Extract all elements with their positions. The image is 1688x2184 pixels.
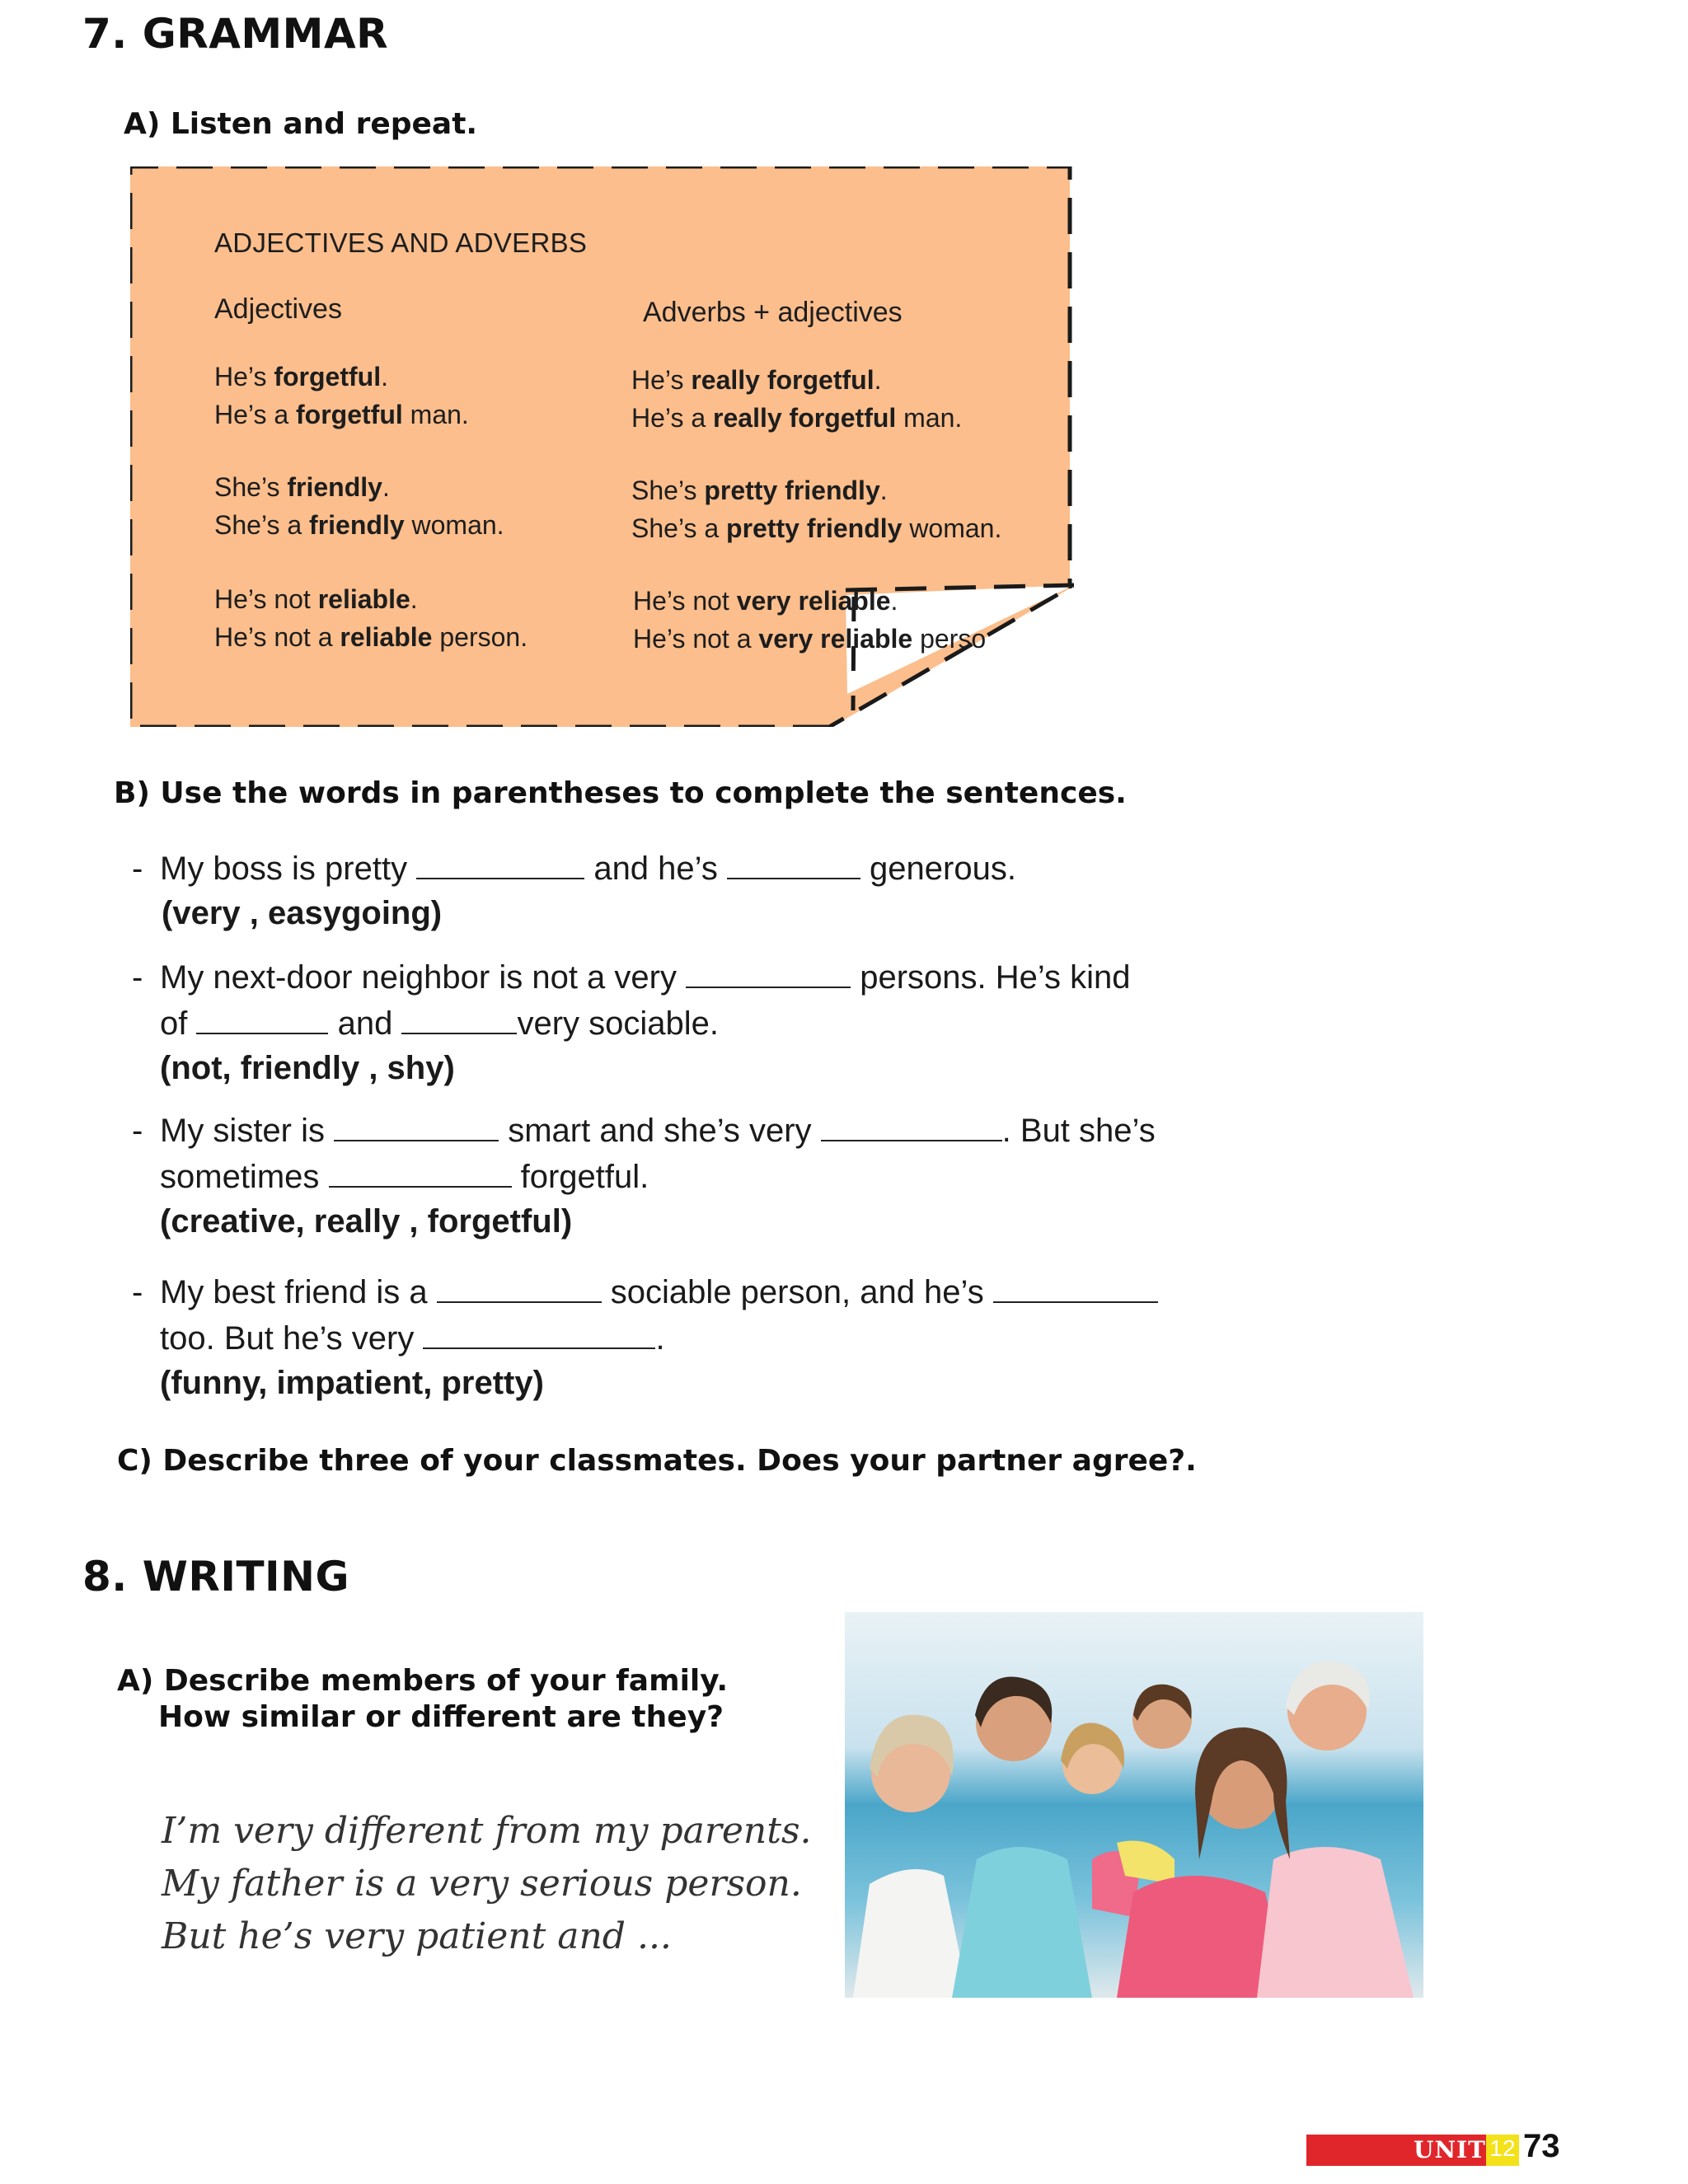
exercise-item-1: - My boss is pretty and he’s generous. (very , easygoing) — [132, 845, 1016, 935]
exercise-item-3: - My sister is smart and she’s very . But she’s sometimes forgetful. (creative, really , forgetful) — [132, 1107, 1156, 1244]
writing-sample — [162, 1805, 812, 1963]
exercise-item-2: - My next-door neighbor is not a very persons. He’s kind of and very sociable. (not, friendly , shy) — [132, 954, 1131, 1090]
family-photo — [845, 1612, 1423, 1998]
grammar-box-title: ADJECTIVES AND ADVERBS — [214, 227, 588, 258]
page-number: 73 — [1523, 2128, 1560, 2164]
unit-label: UNIT — [1414, 2136, 1486, 2163]
example-adverb-1: He’s really forgetful. He’s a really forgetful man. — [631, 365, 963, 433]
section-title-writing: 8. WRITING — [82, 1553, 350, 1601]
answer-blank[interactable] — [821, 1107, 1002, 1141]
example-adjective-3: He’s not reliable. He’s not a reliable person. — [214, 584, 528, 652]
part-c-heading: C) Describe three of your classmates. Does your partner agree?. — [117, 1444, 1197, 1478]
writing-part-a-heading: A) Describe members of your family. How similar or different are they? — [117, 1664, 729, 1734]
example-adverb-3: He’s not very reliable. He’s not a very reliable perso — [633, 586, 987, 654]
unit-number: 12 — [1489, 2135, 1516, 2161]
example-adverb-2: She’s pretty friendly. She’s a pretty friendly woman. — [631, 476, 1002, 543]
word-hint: (very , easygoing) — [162, 895, 443, 931]
answer-blank[interactable] — [993, 1268, 1158, 1303]
part-b-heading: B) Use the words in parentheses to complete the sentences. — [114, 776, 1127, 810]
sample-line: I’m very different from my parents. — [162, 1810, 812, 1852]
part-a-heading: A) Listen and repeat. — [124, 107, 478, 141]
answer-blank[interactable] — [401, 1000, 517, 1034]
exercise-item-4: - My best friend is a sociable person, and he’s too. But he’s very . (funny, impatient, pretty) — [132, 1268, 1158, 1405]
answer-blank[interactable] — [686, 954, 851, 988]
answer-blank[interactable] — [196, 1000, 328, 1034]
answer-blank[interactable] — [423, 1315, 655, 1349]
sample-line: My father is a very serious person. — [162, 1863, 802, 1905]
word-hint: (creative, really , forgetful) — [160, 1203, 573, 1240]
section-title-grammar: 7. GRAMMAR — [82, 10, 389, 58]
answer-blank[interactable] — [334, 1107, 499, 1141]
answer-blank[interactable] — [727, 845, 860, 879]
adverbs-adjectives-heading: Adverbs + adjectives — [643, 297, 903, 328]
grammar-box — [130, 166, 1074, 727]
example-adjective-2: She’s friendly. She’s a friendly woman. — [214, 472, 504, 540]
example-adjective-1: He’s forgetful. He’s a forgetful man. — [214, 362, 469, 429]
answer-blank[interactable] — [437, 1268, 602, 1303]
adjectives-heading: Adjectives — [214, 293, 342, 325]
word-hint: (funny, impatient, pretty) — [160, 1365, 544, 1401]
answer-blank[interactable] — [416, 845, 584, 879]
word-hint: (not, friendly , shy) — [160, 1050, 455, 1086]
sample-line: But he’s very patient and ... — [162, 1915, 672, 1957]
answer-blank[interactable] — [329, 1153, 512, 1188]
